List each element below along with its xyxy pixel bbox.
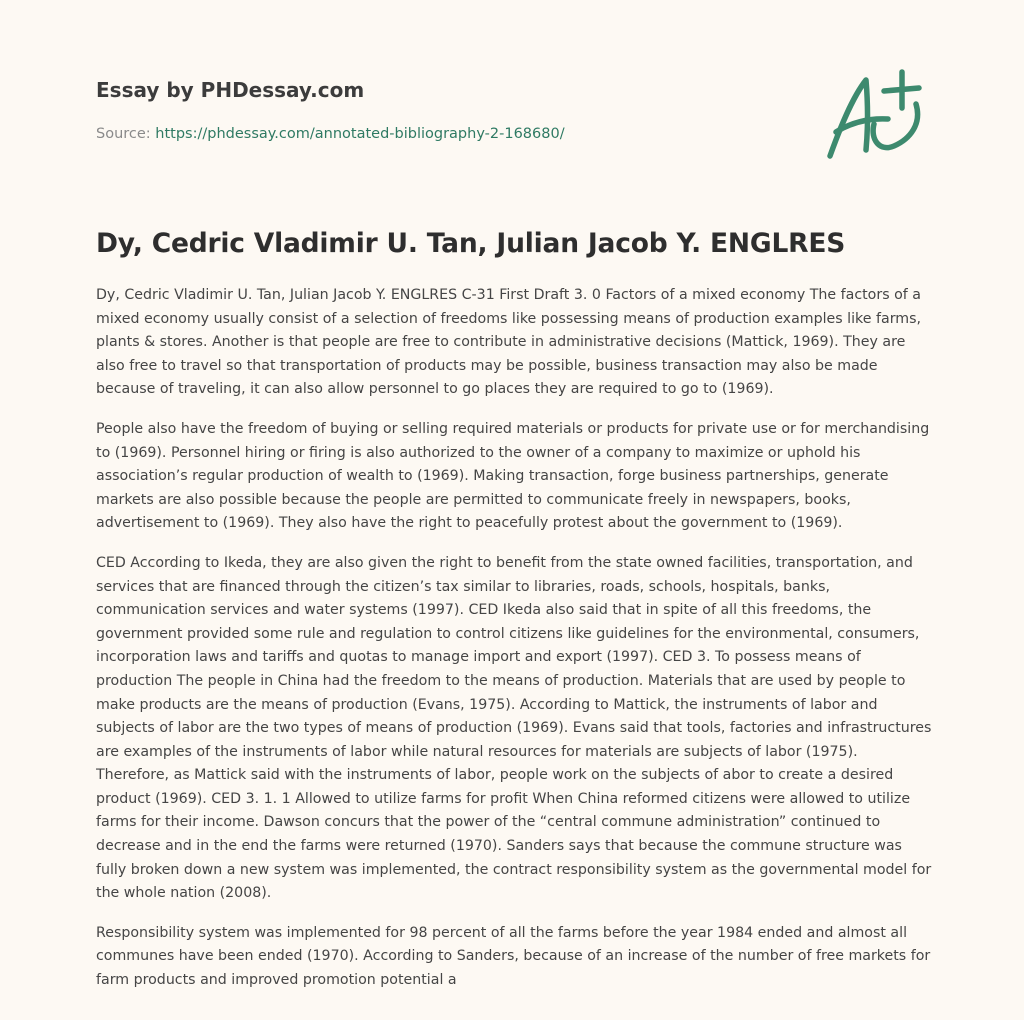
source-label: Source: bbox=[96, 126, 151, 142]
site-header bbox=[96, 76, 796, 144]
site-title: Essay by PHDessay.com bbox=[96, 78, 365, 102]
essay-paragraph: Dy, Cedric Vladimir U. Tan, Julian Jacob Y. ENGLRES C-31 First Draft 3. 0 Factors of a mixed economy The factors of a mixed economy usually consist of a selection of freedoms like possessing means of production examples like farms, plants & stores. Another is that people are free to contribute in administrative decisions (Mattick, 1969). They are also free to travel so that transportation of products may be possible, business transaction may also be made because of traveling, it can also allow personnel to go places they are required to go to (1969). bbox=[96, 287, 921, 398]
essay-body bbox=[96, 284, 932, 1004]
source-link[interactable]: https://phdessay.com/annotated-bibliography-2-168680/ bbox=[155, 126, 565, 142]
essay-paragraph: Responsibility system was implemented for 98 percent of all the farms before the year 1984 ended and almost all communes have been ended (1970). According to Sanders, because of an increase of the number of free markets for farm products and improved promotion potential a bbox=[96, 924, 931, 989]
a-plus-grade-icon bbox=[822, 66, 932, 166]
essay-paragraph: People also have the freedom of buying or selling required materials or products for private use or for merchandising to (1969). Personnel hiring or firing is also authorized to the owner of a company to maximize or uphold his association’s regular production of wealth to (1969). Making transaction, forge business partnerships, generate markets are also possible because the people are permitted to communicate freely in newspapers, books, advertisement to (1969). They also have the right to peacefully protest about the government to (1969). bbox=[96, 420, 930, 532]
source-line bbox=[96, 124, 796, 144]
essay-title: Dy, Cedric Vladimir U. Tan, Julian Jacob Y. ENGLRES bbox=[96, 228, 846, 259]
essay-paragraph: CED According to Ikeda, they are also given the right to benefit from the state owned facilities, transportation, and services that are financed through the citizen’s tax similar to libraries, roads, schools, hospitals, banks, communication services and water systems (1997). CED Ikeda also said that in spite of all this freedoms, the government provided some rule and regulation to control citizens like guidelines for the environmental, consumers, incorporation laws and tariffs and quotas to manage import and export (1997). CED 3. To possess means of production The people in China had the freedom to the means of production. Materials that are used by people to make products are the means of production (Evans, 1975). According to Mattick, the instruments of labor and subjects of labor are the two types of means of production (1969). Evans said that tools, factories and infrastructures are examples of the instruments of labor while natural resources for materials are subjects of labor (1975). Therefore, as Mattick said with the instruments of labor, people work on the subjects of abor to create a desired product (1969). CED 3. 1. 1 Allowed to utilize farms for profit When China reformed citizens were allowed to utilize farms for their income. Dawson concurs that the power of the “central commune administration” continued to decrease and in the end the farms were returned (1970). Sanders says that because the commune structure was fully broken down a new system was implemented, the contract responsibility system as the governmental model for the whole nation (2008). bbox=[96, 554, 932, 902]
